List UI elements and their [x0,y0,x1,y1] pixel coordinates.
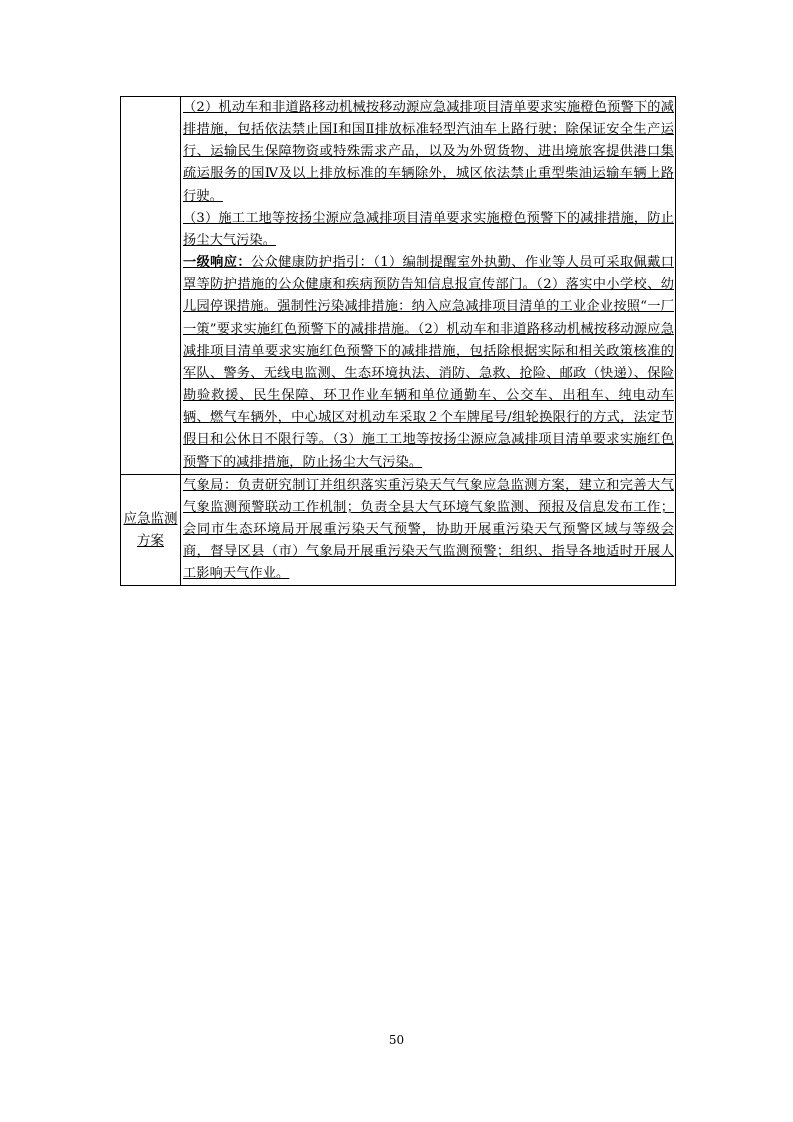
level-one-response-text: 公众健康防护指引：（1）编制提醒室外执勤、作业等人员可采取佩戴口罩等防护措施的公众健康和疾病预防告知信息报宣传部门。（2）落实中小学校、幼儿园停课措施。强制性污染减排措施：纳入应急减排项目清单的工业企业按照“一厂一策”要求实施红色预警下的减排措施。（2）机动车和非道路移动机械按移动源应急减排项目清单要求实施红色预警下的减排措施，包括除根据实际和相关政策核准的军队、警务、无线电监测、生态环境执法、消防、急救、抢险、邮政（快递）、保险勘验救援、民生保障、环卫作业车辆和单位通勤车、公交车、出租车、纯电动车辆、燃气车辆外，中心城区对机动车采取２个车牌尾号/组轮换限行的方式，法定节假日和公休日不限行等。（3）施工工地等按扬尘源应急减排项目清单要求实施红色预警下的减排措施，防止扬尘大气污染。 [183,255,674,470]
row-content-cell [181,474,676,586]
table-row [121,474,676,586]
measure-paragraph-vehicles: （2）机动车和非道路移动机械按移动源应急减排项目清单要求实施橙色预警下的减排措施，包括依法禁止国Ⅰ和国Ⅱ排放标准轻型汽油车上路行驶；除保证安全生产运行、运输民生保障物资或特殊需求产品，以及为外贸货物、进出境旅客提供港口集疏运服务的国Ⅳ及以上排放标准的车辆除外，城区依法禁止重型柴油运输车辆上路行驶。 [183,100,674,204]
row-label-cell [121,97,181,475]
level-one-response-paragraph [183,252,674,474]
monitoring-plan-paragraph: 气象局：负责研究制订并组织落实重污染天气气象应急监测方案，建立和完善大气气象监测预警联动工作机制；负责全县大气环境气象监测、预报及信息发布工作；会同市生态环境局开展重污染天气预警，协助开展重污染天气预警区域与等级会商，督导区县（市）气象局开展重污染天气监测预警；组织、指导各地适时开展人工影响天气作业。 [183,477,674,582]
table-row [121,97,676,475]
content-table [120,96,676,586]
level-one-response-heading: 一级响应： [183,255,251,271]
measure-paragraph-dust: （3）施工工地等按扬尘源应急减排项目清单要求实施橙色预警下的减排措施，防止扬尘大气污染。 [183,210,674,248]
row-content-cell [181,97,676,475]
row-label: 应急监测方案 [123,511,178,550]
page-number: 50 [388,1033,405,1047]
row-label-cell [121,474,181,586]
